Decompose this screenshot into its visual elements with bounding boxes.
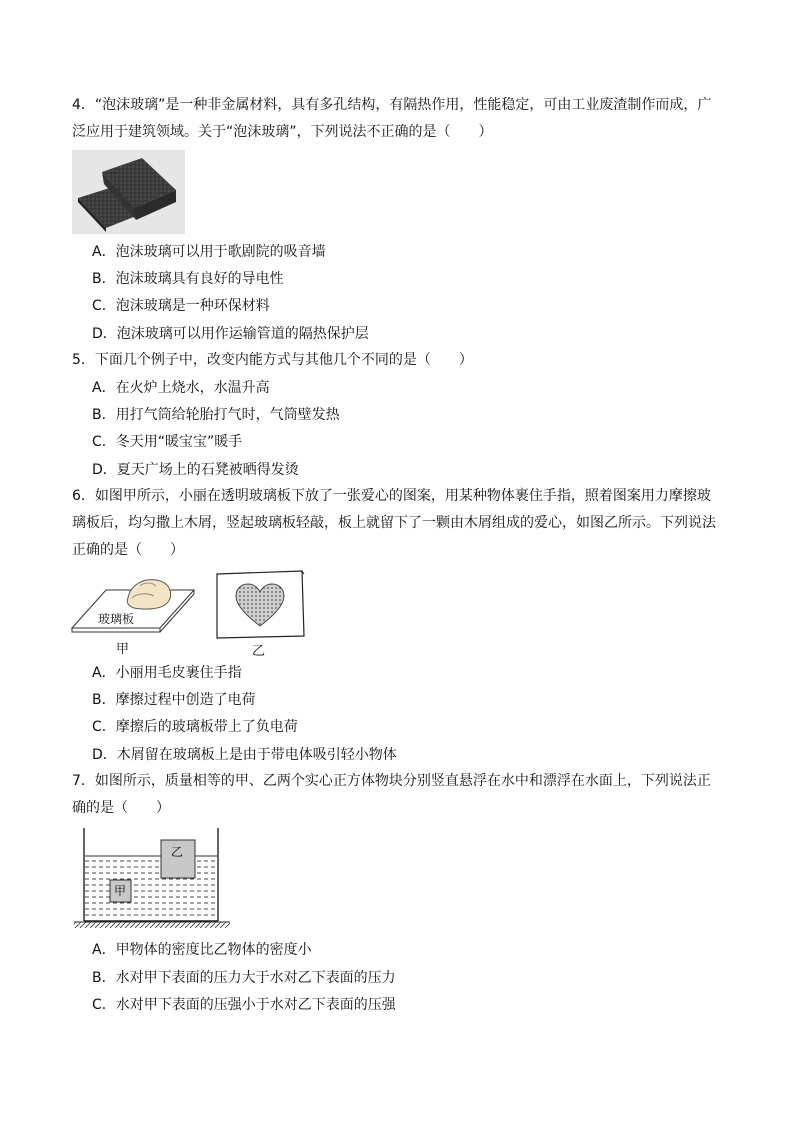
- foam-glass-photo: [72, 150, 185, 234]
- q7-option-c: C．水对甲下表面的压强小于水对乙下表面的压强: [92, 997, 396, 1013]
- q5-option-a: A．在火炉上烧水，水温升高: [92, 380, 270, 396]
- glass-board-label: 玻璃板: [98, 612, 135, 626]
- q6-option-a: A．小丽用毛皮裹住手指: [92, 665, 242, 681]
- q5-option-b: B．用打气筒给轮胎打气时，气筒壁发热: [92, 407, 340, 423]
- question-6-stem: 6．如图甲所示，小丽在透明玻璃板下放了一张爱心的图案，用某种物体裹住手指，照着图案用力摩擦玻璃板后，均匀撒上木屑，竖起玻璃板轻敲，板上就留下了一颗由木屑组成的爱心，如图乙所示。下列说法正确的是（ ）: [72, 488, 716, 558]
- q4-option-a: A．泡沫玻璃可以用于歌剧院的吸音墙: [92, 244, 326, 260]
- block-jia-label: 甲: [114, 884, 127, 898]
- q5-option-d: D．夏天广场上的石凳被晒得发烫: [92, 462, 299, 478]
- q7-option-a: A．甲物体的密度比乙物体的密度小: [92, 942, 312, 958]
- q6-option-d: D．木屑留在玻璃板上是由于带电体吸引轻小物体: [92, 747, 397, 763]
- q4-option-d: D．泡沫玻璃可以用作运输管道的隔热保护层: [92, 326, 369, 342]
- q4-option-c: C．泡沫玻璃是一种环保材料: [92, 298, 270, 314]
- figure-yi-caption: 乙: [252, 644, 266, 659]
- q4-option-b: B．泡沫玻璃具有良好的导电性: [92, 271, 284, 287]
- water-tank-figure: [70, 828, 232, 930]
- q6-option-b: B．摩擦过程中创造了电荷: [92, 692, 256, 708]
- q6-option-c: C．摩擦后的玻璃板带上了负电荷: [92, 719, 298, 735]
- question-4-stem: 4．“泡沫玻璃”是一种非金属材料，具有多孔结构，有隔热作用，性能稳定，可由工业废渣制作而成，广泛应用于建筑领域。关于“泡沫玻璃”，下列说法不正确的是（ ）: [72, 97, 712, 140]
- question-7-stem: 7．如图所示，质量相等的甲、乙两个实心正方体物块分别竖直悬浮在水中和漂浮在水面上，下列说法正确的是（ ）: [72, 773, 711, 816]
- heart-sawdust-figure-yi: [214, 570, 306, 640]
- q5-option-c: C．冬天用“暖宝宝”暖手: [92, 434, 243, 450]
- q7-option-b: B．水对甲下表面的压力大于水对乙下表面的压力: [92, 970, 396, 986]
- figure-jia-caption: 甲: [116, 642, 130, 657]
- block-yi-label: 乙: [171, 845, 184, 859]
- question-5-stem: 5．下面几个例子中，改变内能方式与其他几个不同的是（ ）: [72, 352, 473, 368]
